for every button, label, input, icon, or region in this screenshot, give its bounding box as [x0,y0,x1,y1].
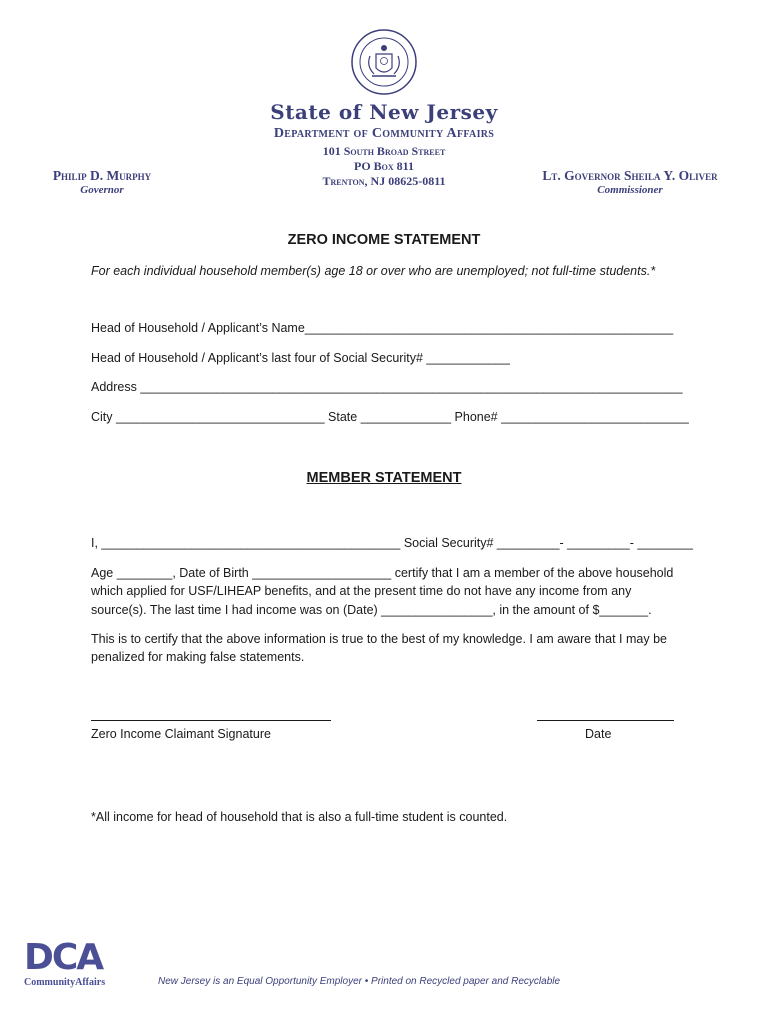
date-label: Date [585,727,612,741]
address-city: Trenton, NJ 08625-0811 [322,174,446,188]
penalty-paragraph: This is to certify that the above information is true to the best of my knowledge. I am aware that I may be penalized for making false statements. [91,632,667,665]
footnote: *All income for head of household that is also a full-time student is counted. [91,810,508,824]
commissioner-block [536,168,724,196]
address-po-box: PO Box 811 [353,159,414,173]
address-field[interactable]: Address ______________________________________________________________________________ [91,380,683,394]
governor-block [46,168,158,196]
commissioner-name: Lt. Governor Sheila Y. Oliver [542,168,718,183]
commissioner-title: Commissioner [597,184,663,196]
state-name-heading: State of New Jersey [270,100,498,124]
city-state-phone-field[interactable]: City ______________________________ State _____________ Phone# ___________________________ [91,410,689,424]
certify-paragraph[interactable]: Age ________, Date of Birth ____________________ certify that I am a member of the above household which applied for USF/LIHEAP benefits, and at the present time do not have any income from any source(s). The last time I had income was on (Date) ________________, in the amount of $_______. [91,566,674,617]
dca-logo-letters: DCA [24,937,103,978]
date-line[interactable] [537,720,674,721]
governor-name: Philip D. Murphy [52,168,152,183]
signature-label: Zero Income Claimant Signature [91,727,271,741]
member-statement-heading [0,469,768,487]
applicant-name-field[interactable]: Head of Household / Applicant’s Name_____________________________________________________ [91,321,674,335]
signature-line[interactable] [91,720,331,721]
dca-logo [24,937,106,988]
form-title: ZERO INCOME STATEMENT [287,232,481,248]
state-seal-logo [350,28,418,96]
governor-title: Governor [80,184,124,196]
applicant-ssn-field[interactable]: Head of Household / Applicant’s last four of Social Security# ____________ [91,351,510,365]
member-name-ssn-field[interactable]: I, ___________________________________________ Social Security# _________- _________- ________ [91,536,693,550]
dca-logo-subtitle: CommunityAffairs [24,977,106,988]
form-intro: For each individual household member(s) age 18 or over who are unemployed; not full-time students.* [91,264,656,278]
department-name: Department of Community Affairs [273,126,495,141]
address-street: 101 South Broad Street [322,144,446,158]
member-statement-label: MEMBER STATEMENT [306,470,462,486]
footer-tagline: New Jersey is an Equal Opportunity Employer • Printed on Recycled paper and Recyclable [158,976,561,987]
